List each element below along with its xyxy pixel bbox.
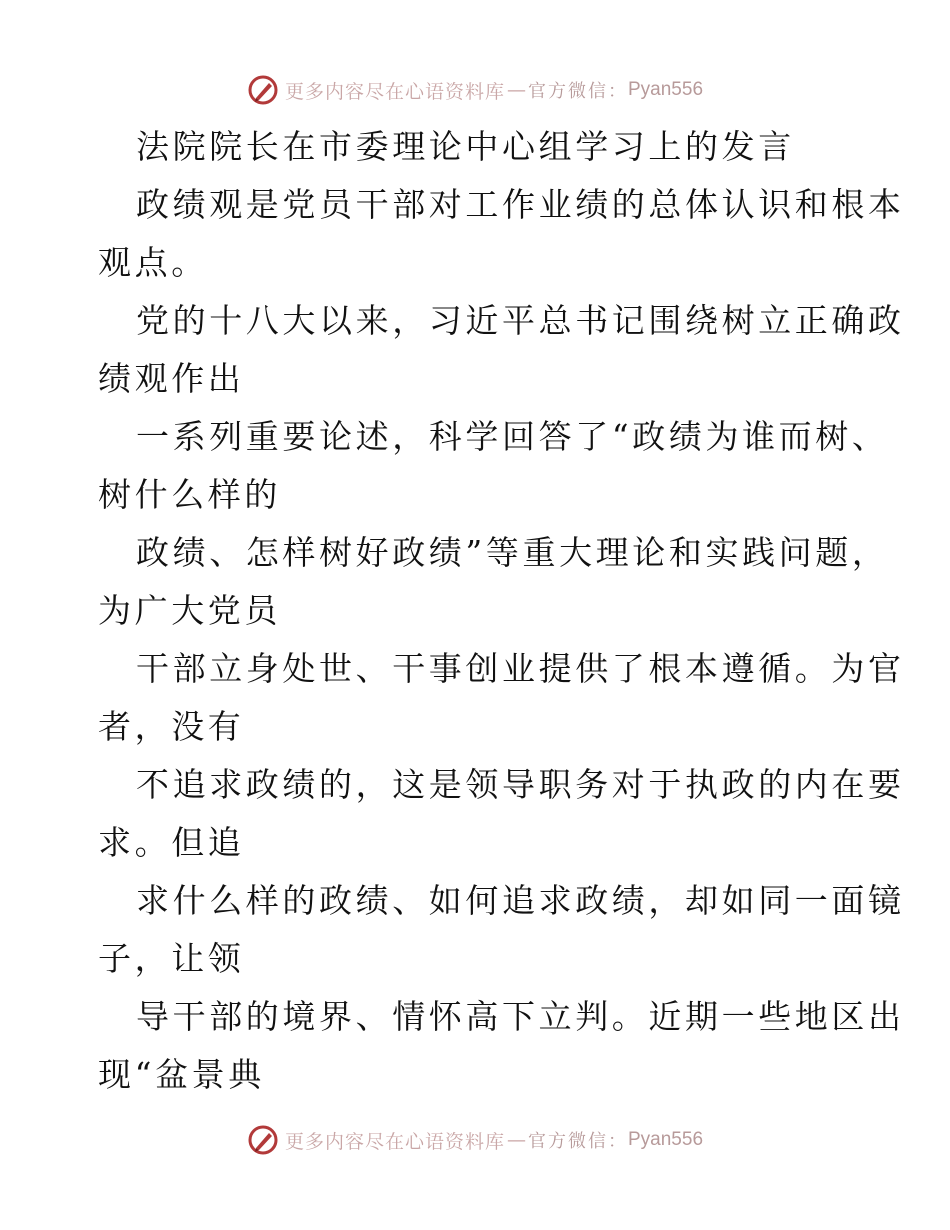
banner-dash: — [507,1129,526,1151]
paragraph-line: 政绩、怎样树好政绩”等重大理论和实践问题， [136,533,889,572]
banner-wechat-id: Pyan556 [628,79,704,100]
paragraph-line: 政绩观是党员干部对工作业绩的总体认识和根本 [136,185,905,224]
paragraph-line: 绩观作出 [98,359,245,398]
document-title: 法院院长在市委理论中心组学习上的发言 [136,127,795,166]
paragraph-line: 干部立身处世、干事创业提供了根本遵循。为官 [136,649,905,688]
banner-wechat-id: Pyan556 [628,1129,704,1150]
banner-brand-text: 更多内容尽在心语资料库 [284,1130,505,1153]
paragraph-line: 导干部的境界、情怀高下立判。近期一些地区出 [136,997,905,1036]
banner-brand-text: 更多内容尽在心语资料库 [284,80,505,103]
document-body [98,118,905,1104]
paragraph-line: 树什么样的 [98,475,281,514]
paragraph-line: 党的十八大以来，习近平总书记围绕树立正确政 [136,301,905,340]
paragraph-line: 为广大党员 [98,591,281,630]
paragraph-line: 现“盆景典 [98,1055,265,1094]
banner-dash: — [507,79,526,101]
banner-wechat-label: 官方微信： [528,1131,628,1152]
paragraph-line: 观点。 [98,243,208,282]
pen-nib-logo-icon [247,74,279,106]
paragraph-line: 求。但追 [98,823,245,862]
paragraph-line: 不追求政绩的，这是领导职务对于执政的内在要 [136,765,905,804]
footer-banner [0,1122,950,1158]
paragraph-line: 一系列重要论述，科学回答了“政绩为谁而树、 [136,417,889,456]
paragraph-line: 者，没有 [98,707,245,746]
paragraph-line: 子，让领 [98,939,245,978]
header-banner [0,72,950,108]
banner-wechat-label: 官方微信： [528,81,628,102]
paragraph-line: 求什么样的政绩、如何追求政绩，却如同一面镜 [136,881,905,920]
pen-nib-logo-icon [247,1124,279,1156]
